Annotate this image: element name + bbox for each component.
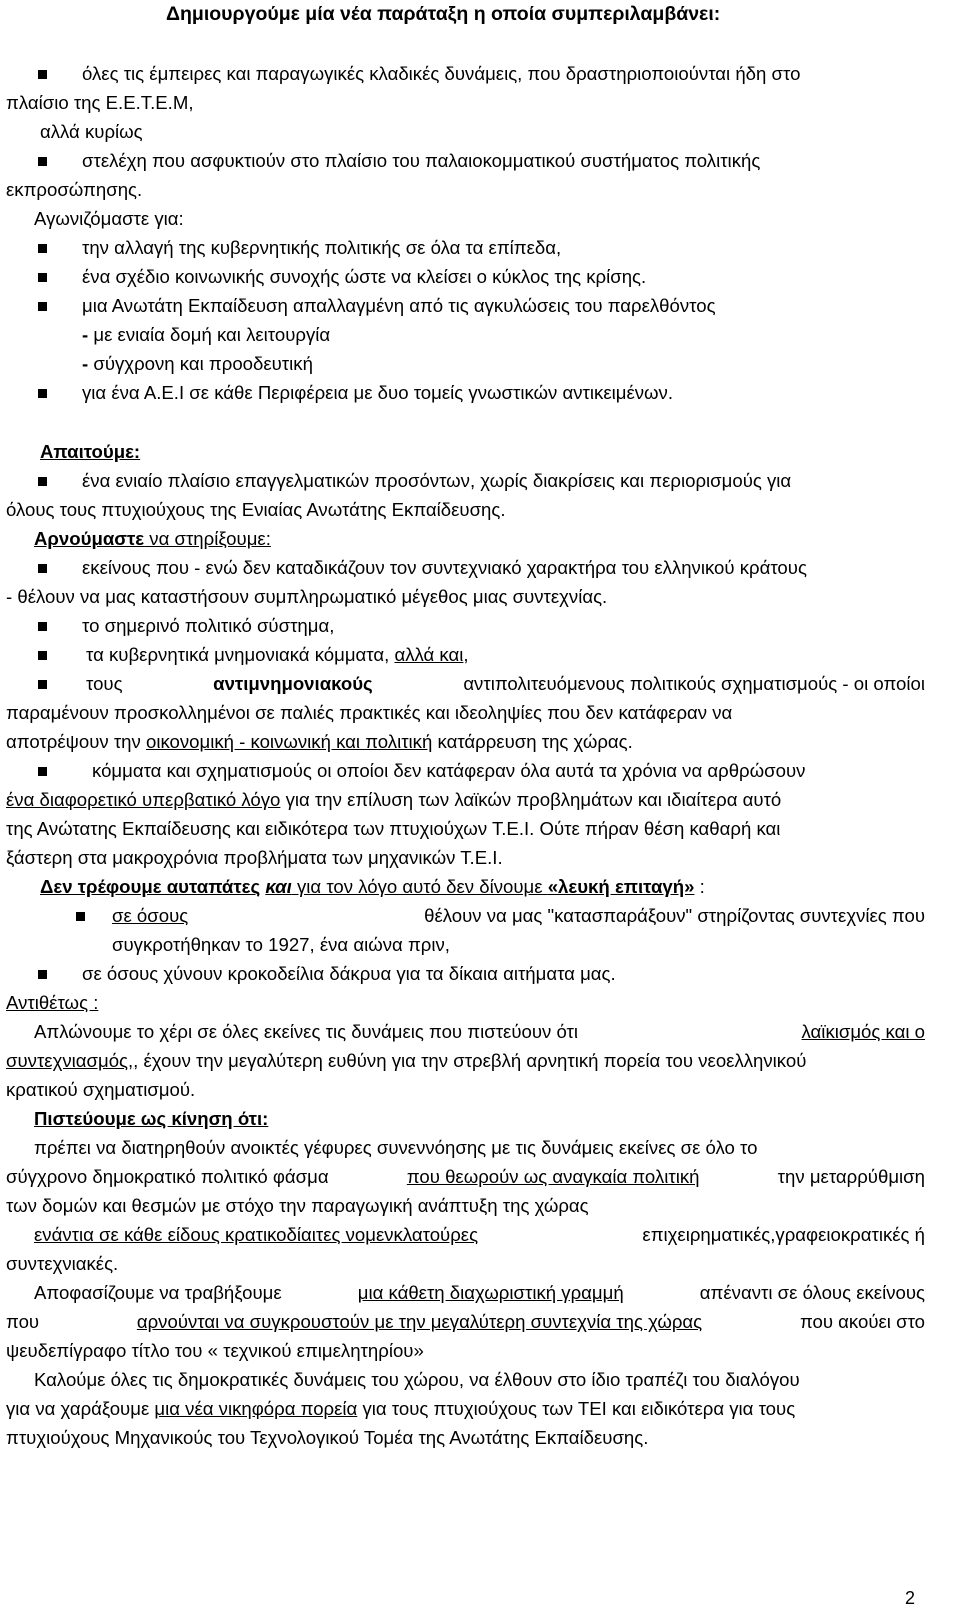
text-segment: για να χαράξουμε	[6, 1398, 155, 1419]
list-item: σε όσους χύνουν κροκοδείλια δάκρυα για τα δίκαια αιτήματα μας.	[82, 963, 616, 984]
text-segment: Αποφασίζουμε να τραβήξουμε	[34, 1282, 282, 1303]
text-segment: Αρνούμαστε	[34, 528, 145, 549]
text-line	[82, 146, 925, 176]
bullet-icon	[38, 970, 47, 979]
text-segment: να στηρίξουμε:	[144, 528, 271, 549]
bullet-icon	[38, 564, 47, 573]
text-line: εκπροσώπησης.	[6, 179, 143, 200]
text-line	[6, 785, 781, 815]
text-line: όλους τους πτυχιούχους της Ενιαίας Ανωτάτης Εκπαίδευσης.	[6, 499, 506, 520]
section-heading-refuse	[34, 524, 271, 554]
text-segment: που ακούει στο	[799, 1311, 925, 1332]
text-segment: τα κυβερνητικά μνημονιακά κόμματα,	[86, 644, 390, 665]
text-line: όλες τις έμπειρες και παραγωγικές κλαδικές δυνάμεις, που δραστηριοποιούνται ήδη στο	[82, 63, 801, 84]
text-segment: σύγχρονη και προοδευτική	[88, 353, 313, 374]
text-line: παραμένουν προσκολλημένοι σε παλιές πρακτικές και ιδεοληψίες που δεν κατάφεραν να	[6, 702, 733, 723]
section-heading-contrary: Αντιθέτως :	[6, 992, 99, 1013]
bullet-icon	[38, 302, 47, 311]
text-segment: επιχειρηματικές,γραφειοκρατικές ή	[642, 1224, 925, 1245]
text-segment: ένα διαφορετικό υπερβατικό λόγο	[6, 789, 281, 810]
bullet-icon	[38, 477, 47, 486]
text-line	[6, 727, 633, 757]
section-heading-demand: Απαιτούμε:	[40, 441, 141, 462]
text-segment: μια νέα νικηφόρα πορεία	[154, 1398, 358, 1419]
text-line: ξάστερη στα μακροχρόνια προβλήματα των μηχανικών Τ.Ε.Ι.	[6, 847, 503, 868]
text-line	[34, 1278, 925, 1308]
text-segment: τους	[86, 673, 123, 694]
text-segment: :	[694, 876, 705, 897]
text-segment: συντεχνιασμός,	[6, 1050, 134, 1071]
section-heading-illusions	[40, 872, 705, 902]
text-line	[34, 1220, 925, 1250]
document-title: Δημιουργούμε μία νέα παράταξη η οποία συμπεριλαμβάνει:	[166, 3, 721, 25]
text-line	[112, 901, 925, 931]
text-line: - θέλουν να μας καταστήσουν συμπληρωματικό μέγεθος μιας συντεχνίας.	[6, 586, 608, 607]
text-line: ψευδεπίγραφο τίτλο του « τεχνικού επιμελητηρίου»	[6, 1340, 424, 1361]
text-line	[6, 1307, 925, 1337]
section-heading-fight: Αγωνιζόμαστε για:	[34, 208, 184, 229]
text-line: των δομών και θεσμών με στόχο την παραγωγική ανάπτυξη της χώρας	[6, 1195, 589, 1216]
text-segment: μια κάθετη διαχωριστική γραμμή	[357, 1282, 624, 1303]
text-line: αλλά κυρίως	[40, 121, 143, 142]
text-segment: αρνούνται να συγκρουστούν με την μεγαλύτερη συντεχνία της χώρας	[136, 1311, 703, 1332]
text-line: ένα ενιαίο πλαίσιο επαγγελματικών προσόντων, χωρίς διακρίσεις και περιορισμούς για	[82, 470, 792, 491]
text-segment: την μεταρρύθμιση	[777, 1166, 925, 1187]
text-segment: απέναντι σε όλους εκείνους	[699, 1282, 925, 1303]
text-line: Καλούμε όλες τις δημοκρατικές δυνάμεις του χώρου, να έλθουν στο ίδιο τραπέζι του διαλόγου	[34, 1369, 800, 1390]
text-line	[86, 669, 925, 699]
bullet-icon	[38, 680, 47, 689]
text-line: κρατικού σχηματισμού.	[6, 1079, 196, 1100]
section-heading-believe: Πιστεύουμε ως κίνηση ότι:	[34, 1108, 269, 1129]
text-line: πλαίσιο της Ε.Ε.Τ.Ε.Μ,	[6, 92, 194, 113]
text-line	[6, 1046, 806, 1076]
text-segment: για την επίλυση των λαϊκών προβλημάτων και ιδιαίτερα αυτό	[280, 789, 782, 810]
text-line: συντεχνιακές.	[6, 1253, 119, 1274]
text-segment: σύγχρονο δημοκρατικό πολιτικό φάσμα	[6, 1166, 329, 1187]
bullet-icon	[38, 622, 47, 631]
text-line: πτυχιούχους Μηχανικούς του Τεχνολογικού Τομέα της Ανωτάτης Εκπαίδευσης.	[6, 1427, 649, 1448]
text-segment: Δεν τρέφουμε αυταπάτες	[40, 876, 261, 897]
text-line: εκείνους που - ενώ δεν καταδικάζουν τον συντεχνιακό χαρακτήρα του ελληνικού κράτους	[82, 557, 807, 578]
sub-list-item	[82, 349, 313, 379]
text-line	[6, 1162, 925, 1192]
text-segment: και	[265, 876, 292, 897]
text-segment: στελέχη που ασφυκτιούν στο πλαίσιο του παλαιοκομματικού συστήματος πολιτικής	[82, 150, 761, 171]
list-item: ένα σχέδιο κοινωνικής συνοχής ώστε να κλείσει ο κύκλος της κρίσης.	[82, 266, 647, 287]
text-line: συγκροτήθηκαν το 1927, ένα αιώνα πριν,	[112, 934, 450, 955]
text-segment: θέλουν να μας "κατασπαράξουν" στηρίζοντας συντεχνίες που	[424, 905, 925, 926]
text-line: της Ανώτατης Εκπαίδευσης και ειδικότερα των πτυχιούχων Τ.Ε.Ι. Ούτε πήραν θέση καθαρή και	[6, 818, 781, 839]
text-segment: σε όσους	[112, 905, 189, 926]
list-item: μια Ανωτάτη Εκπαίδευση απαλλαγμένη από τις αγκυλώσεις του παρελθόντος	[82, 295, 716, 316]
text-segment: κατάρρευση της χώρας.	[437, 731, 633, 752]
text-segment: οικονομική - κοινωνική και πολιτική	[146, 731, 433, 752]
text-segment: ,	[463, 644, 469, 665]
text-segment: με ενιαία δομή και λειτουργία	[88, 324, 331, 345]
text-segment: για τους πτυχιούχους των ΤΕΙ και ειδικότερα για τους	[357, 1398, 796, 1419]
text-segment: , έχουν την μεγαλύτερη ευθύνη για την στρεβλή αρνητική πορεία του νεοελληνικού	[133, 1050, 807, 1071]
dash: -	[82, 324, 89, 345]
list-item: για ένα Α.Ε.Ι σε κάθε Περιφέρεια με δυο τομείς γνωστικών αντικειμένων.	[82, 382, 674, 403]
text-segment: για τον λόγο αυτό δεν δίνουμε	[291, 876, 548, 897]
list-item	[86, 640, 469, 670]
text-segment: ενάντια σε κάθε είδους κρατικοδίαιτες νομενκλατούρες	[34, 1224, 479, 1245]
text-segment: λαϊκισμός και ο	[801, 1021, 925, 1042]
dash: -	[82, 353, 89, 374]
text-line: κόμματα και σχηματισμούς οι οποίοι δεν κατάφεραν όλα αυτά τα χρόνια να αρθρώσουν	[92, 760, 806, 781]
text-segment: που	[6, 1311, 40, 1332]
bullet-icon	[38, 244, 47, 253]
text-segment: που θεωρούν ως αναγκαία πολιτική	[406, 1166, 700, 1187]
list-item: το σημερινό πολιτικό σύστημα,	[82, 615, 335, 636]
text-segment: Απλώνουμε το χέρι σε όλες εκείνες τις δυνάμεις που πιστεύουν ότι	[34, 1021, 579, 1042]
bullet-icon	[76, 912, 85, 921]
text-line: πρέπει να διατηρηθούν ανοικτές γέφυρες συνεννόησης με τις δυνάμεις εκείνες σε όλο το	[34, 1137, 758, 1158]
text-segment: αποτρέψουν την	[6, 731, 141, 752]
text-segment: «λευκή επιταγή»	[547, 876, 695, 897]
text-line	[34, 1017, 925, 1047]
bullet-icon	[38, 70, 47, 79]
list-item: την αλλαγή της κυβερνητικής πολιτικής σε όλα τα επίπεδα,	[82, 237, 562, 258]
bullet-icon	[38, 767, 47, 776]
text-segment: αντιπολιτευόμενους πολιτικούς σχηματισμούς - οι οποίοι	[463, 673, 925, 694]
bullet-icon	[38, 157, 47, 166]
sub-list-item	[82, 320, 330, 350]
text-segment: αλλά και	[394, 644, 464, 665]
bullet-icon	[38, 651, 47, 660]
bullet-icon	[38, 273, 47, 282]
page-number: 2	[905, 1588, 916, 1608]
text-segment: αντιμνημονιακούς	[213, 673, 373, 694]
bullet-icon	[38, 389, 47, 398]
text-line	[6, 1394, 925, 1424]
